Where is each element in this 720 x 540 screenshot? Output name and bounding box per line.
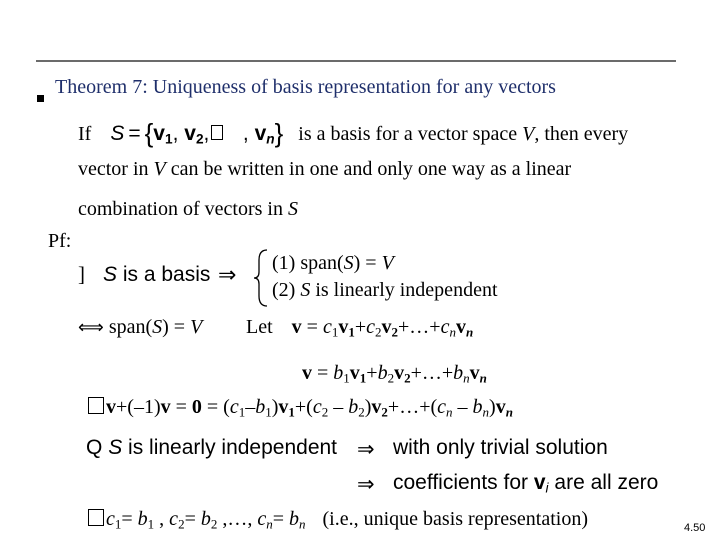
let-equation: Let $v = c_1v_1+c_2v_2+\dots+c_nv_n$ — [246, 316, 474, 340]
theorem-line-1: If $S = \{v_1$, $v_2$, , $v_n$} is a basis for a vector space V, then every — [78, 118, 629, 148]
implies-arrow: ⇒ — [218, 262, 237, 287]
difference-equation: $v+(-1)v = 0 = (c_1-b_1)v_1+(c_2$ – $b_2)v_2+\dots+(c_n - b_n)v_n$ — [88, 396, 513, 419]
theorem-line-2: vector in V can be written in one and only one way as a linear — [78, 158, 572, 180]
trivial-solution: with only trivial solution — [393, 436, 608, 459]
condition-1: (1) span(S) = V — [272, 252, 394, 274]
s-is-a-basis: S is a basis — [103, 263, 211, 286]
slide-number: 4.50 — [684, 522, 706, 534]
proof-label: Pf: — [48, 230, 72, 252]
condition-2: (2) S is linearly independent — [272, 279, 498, 301]
linear-independence-line: Q S is linearly independent — [86, 436, 338, 459]
missing-glyph-icon — [211, 125, 223, 140]
missing-glyph-mark: ] — [78, 262, 85, 286]
conclusion: $c_1= b_1$ , $c_2= b_2$ ,…, $c_n= b_n$ (i.e., unique basis representation) — [88, 508, 588, 531]
implies-arrow: ⇒ — [357, 437, 375, 461]
theorem-title: Theorem 7: Uniqueness of basis representation for any vectors — [55, 76, 556, 98]
implies-arrow: ⇒ — [357, 472, 375, 496]
missing-glyph-icon — [88, 397, 104, 414]
span-step: ⟺ span(S) = V — [78, 316, 203, 338]
theorem-line-3: combination of vectors in S — [78, 198, 298, 220]
second-representation: $v = b_1v_1+b_2v_2+\dots+b_nv_n$ — [302, 362, 487, 386]
bullet-icon — [37, 95, 44, 102]
coefficients-zero: coefficients for $v_i$ are all zero — [393, 471, 659, 496]
set-s-formula: $S = \{v_1$, $v_2$, , $v_n$} — [110, 118, 284, 148]
double-arrow-icon: ⟺ — [78, 317, 104, 337]
header-rule — [36, 60, 676, 62]
left-brace-icon — [253, 248, 269, 308]
missing-glyph-icon — [88, 509, 104, 526]
